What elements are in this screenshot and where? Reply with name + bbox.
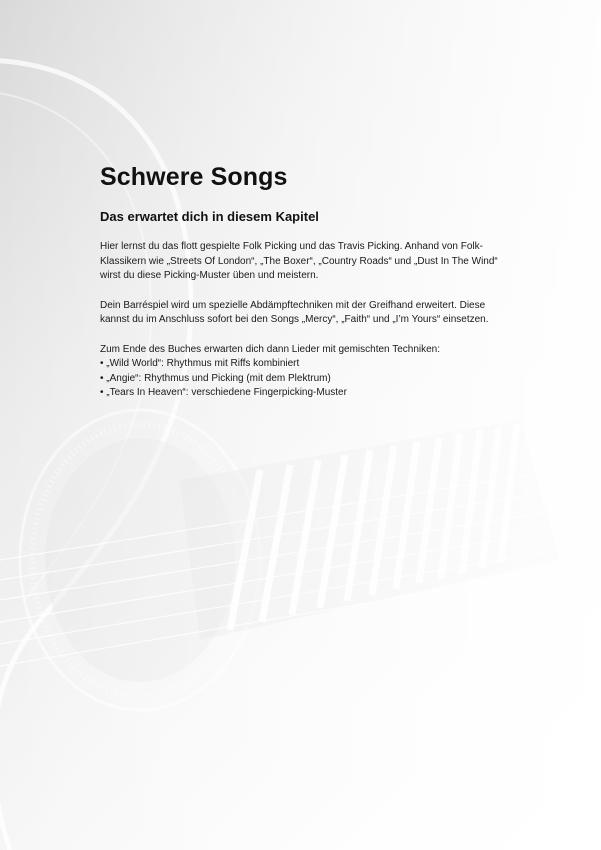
paragraph-barre: Dein Barréspiel wird um spezielle Abdämpftechniken mit der Greifhand erweitert. Diese kannst du im Anschluss sofort bei den Songs „Mercy“, „Faith“ und „I’m Yours“ einsetzen.	[100, 299, 489, 325]
paragraph-picking: Hier lernst du das flott gespielte Folk Picking und das Travis Picking. Anhand von Folk-Klassikern wie „Streets Of London“, „The Boxer“, „Country Roads“ und „Dust In The Wind“ wirst du diese Picking-Muster üben und meistern.	[100, 241, 498, 281]
section-subtitle: Das erwartet dich in diesem Kapitel	[100, 209, 319, 224]
end-section-intro: Zum Ende des Buches erwarten dich dann Lieder mit gemischten Techniken:	[100, 343, 441, 355]
list-item: • „Tears In Heaven“: verschiedene Fingerpicking-Muster	[100, 387, 347, 398]
list-item: • „Wild World“: Rhythmus mit Riffs kombiniert	[100, 358, 300, 369]
chapter-content	[100, 160, 510, 401]
end-section	[100, 343, 510, 401]
chapter-title: Schwere Songs	[100, 163, 288, 191]
song-list	[100, 357, 510, 401]
list-item: • „Angie“: Rhythmus und Picking (mit dem Plektrum)	[100, 372, 331, 384]
